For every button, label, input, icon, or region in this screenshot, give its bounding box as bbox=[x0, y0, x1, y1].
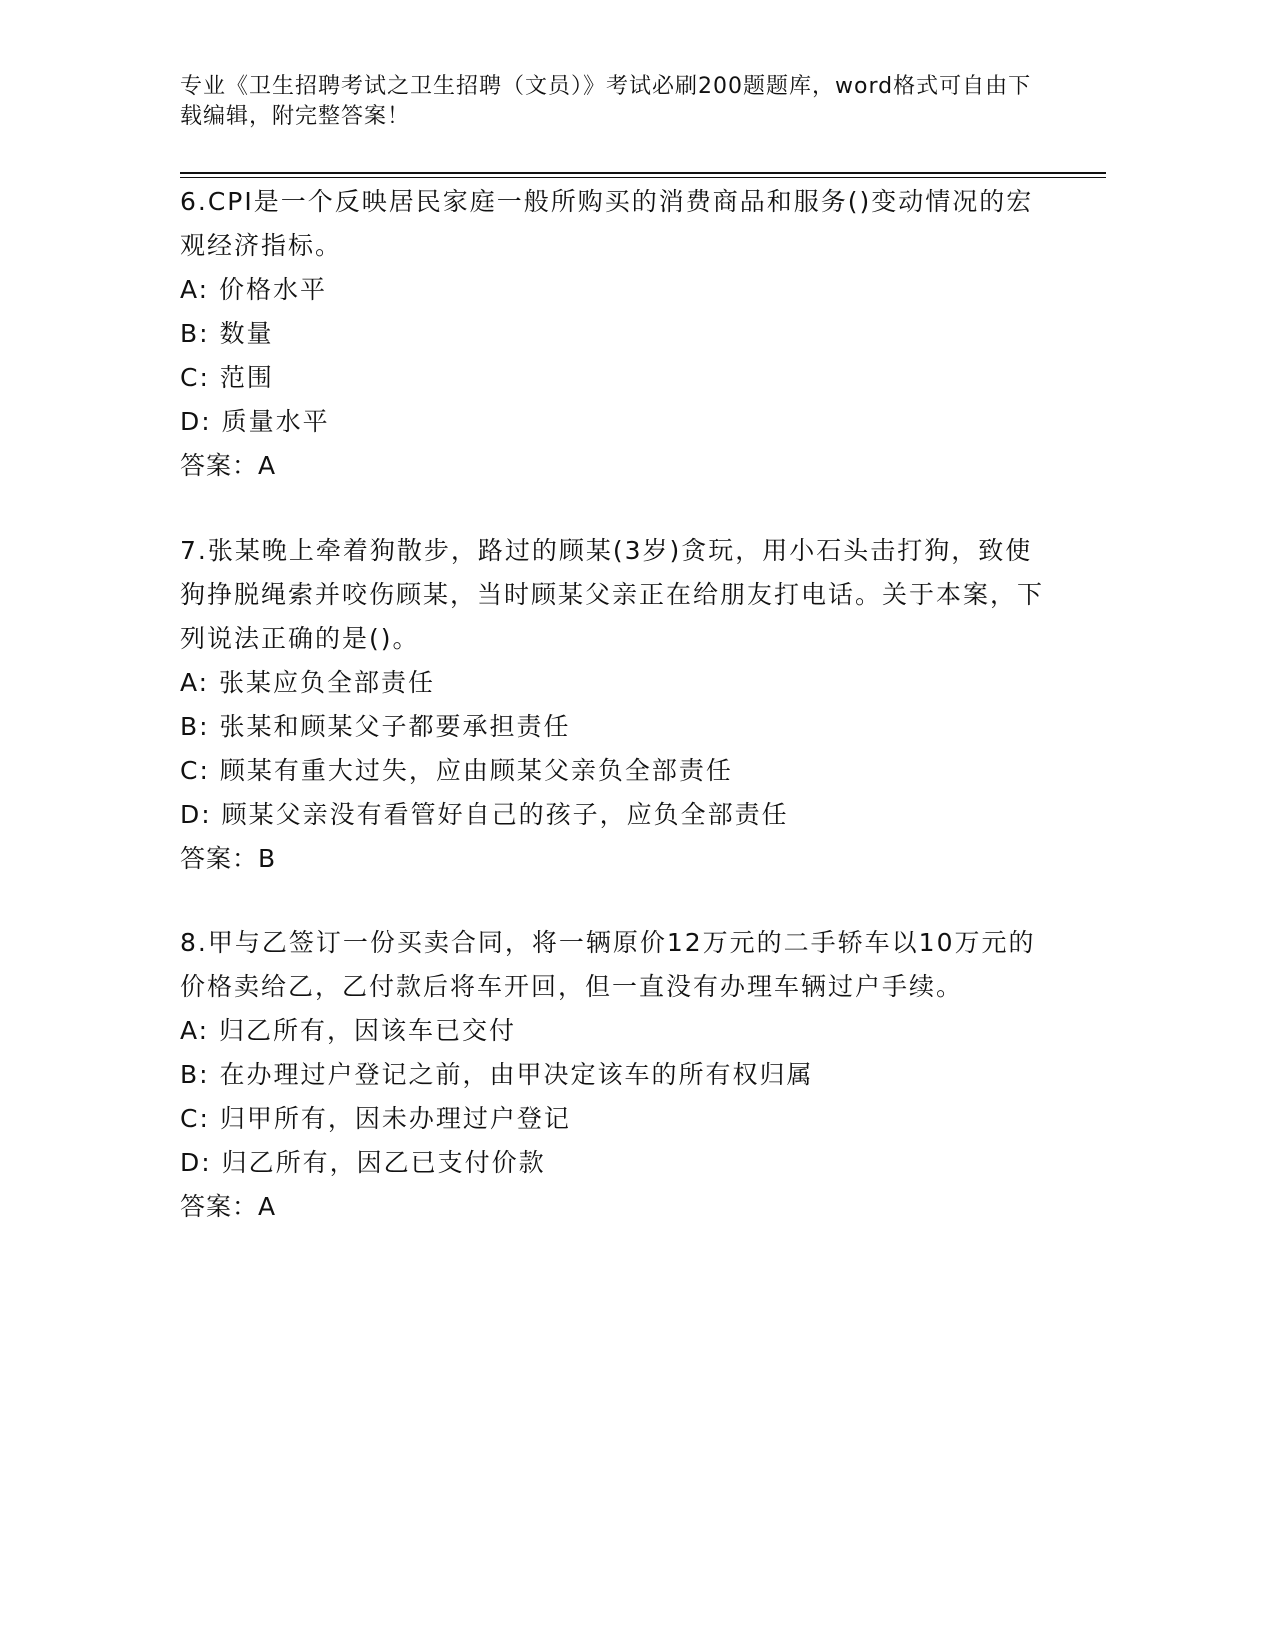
question-stem: 8.甲与乙签订一份买卖合同，将一辆原价12万元的二手轿车以10万元的价格卖给乙，乙付款后将车开回，但一直没有办理车辆过户手续。 bbox=[180, 928, 1036, 1001]
option-b: B: 在办理过户登记之前，由甲决定该车的所有权归属 bbox=[180, 1060, 814, 1089]
document-header: 专业《卫生招聘考试之卫生招聘（文员）》考试必刷200题题库，word格式可自由下载编辑，附完整答案！ bbox=[180, 74, 1032, 129]
option-a: A: 价格水平 bbox=[180, 275, 328, 304]
option-d: D: 质量水平 bbox=[180, 407, 330, 436]
option-b: B: 数量 bbox=[180, 319, 274, 348]
header-divider-thin bbox=[180, 177, 1106, 178]
answer: 答案：B bbox=[180, 844, 277, 873]
option-a: A: 张某应负全部责任 bbox=[180, 668, 436, 697]
question-block bbox=[180, 921, 1050, 1229]
option-d: D: 顾某父亲没有看管好自己的孩子，应负全部责任 bbox=[180, 800, 789, 829]
option-c: C: 顾某有重大过失，应由顾某父亲负全部责任 bbox=[180, 756, 733, 785]
option-c: C: 归甲所有，因未办理过户登记 bbox=[180, 1104, 571, 1133]
question-stem: 7.张某晚上牵着狗散步，路过的顾某(3岁)贪玩，用小石头击打狗，致使狗挣脱绳索并咬伤顾某，当时顾某父亲正在给朋友打电话。关于本案，下列说法正确的是()。 bbox=[180, 536, 1045, 653]
option-c: C: 范围 bbox=[180, 363, 274, 392]
option-b: B: 张某和顾某父子都要承担责任 bbox=[180, 712, 571, 741]
question-block bbox=[180, 180, 1050, 488]
question-stem: 6.CPI是一个反映居民家庭一般所购买的消费商品和服务()变动情况的宏观经济指标。 bbox=[180, 187, 1034, 260]
header-divider-thick bbox=[180, 172, 1106, 174]
option-a: A: 归乙所有，因该车已交付 bbox=[180, 1016, 517, 1045]
answer: 答案：A bbox=[180, 451, 277, 480]
answer: 答案：A bbox=[180, 1192, 277, 1221]
option-d: D: 归乙所有，因乙已支付价款 bbox=[180, 1148, 546, 1177]
question-block bbox=[180, 529, 1050, 881]
